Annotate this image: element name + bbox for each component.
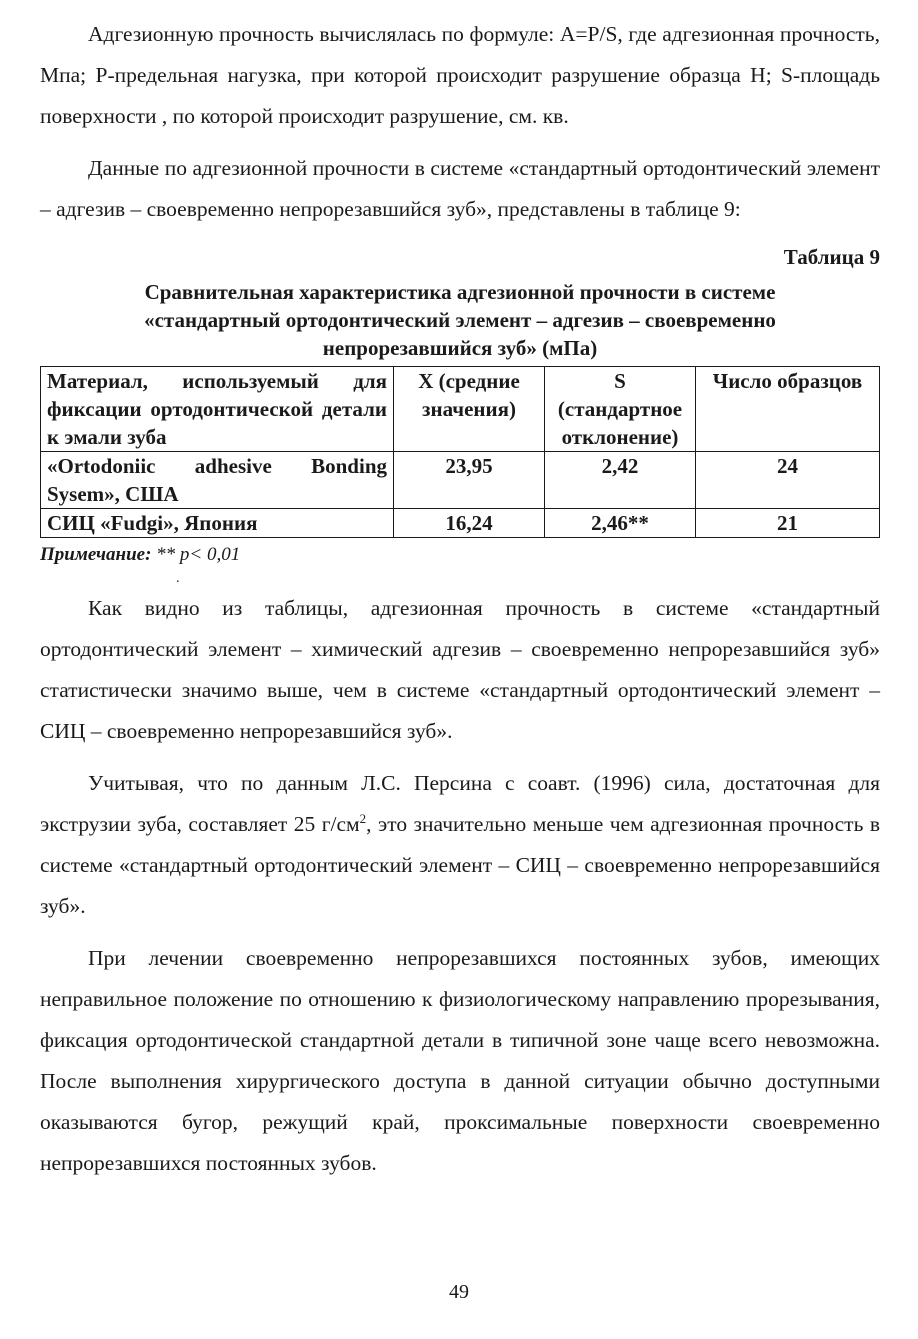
header-std: S (стандартное отклонение)	[545, 367, 696, 452]
cell-material: СИЦ «Fudgi», Япония	[41, 509, 394, 538]
cell-material: «Ortodoniic adhesive Bonding Sysem», США	[41, 452, 394, 509]
stray-mark-line	[40, 568, 880, 588]
header-material: Материал, используемый для фиксации ортодонтической детали к эмали зуба	[41, 367, 394, 452]
document-page	[40, 14, 880, 1184]
note-label: Примечание:	[40, 544, 152, 565]
paragraph-table-intro: Данные по адгезионной прочности в системе «стандартный ортодонтический элемент – адгезив – своевременно непрорезавшийся зуб», представлены в таблице 9:	[40, 156, 880, 221]
superscript-2: 2	[359, 810, 367, 826]
stray-mark: .	[176, 571, 180, 586]
cell-count: 24	[696, 452, 880, 509]
paragraph-formula: Адгезионную прочность вычислялась по формуле: A=P/S, где адгезионная прочность, Мпа; Р-предельная нагузка, при которой происходит разрушение образца Н; S-площадь поверхности , по которой происходит разрушение, см. кв.	[40, 22, 880, 128]
note-text: ** p< 0,01	[151, 544, 241, 565]
cell-mean: 16,24	[394, 509, 545, 538]
cell-std: 2,46**	[545, 509, 696, 538]
header-mean: X (средние значения)	[394, 367, 545, 452]
page-number: 49	[449, 1281, 469, 1303]
persin-text-after: , это значительно меньше чем адгезионная прочность в системе «стандартный ортодонтический элемент – СИЦ – своевременно непрорезавшийся зуб».	[40, 812, 880, 918]
table-row	[41, 509, 880, 538]
cell-count: 21	[696, 509, 880, 538]
header-count: Число образцов	[696, 367, 880, 452]
cell-mean: 23,95	[394, 452, 545, 509]
table-number: Таблица 9	[783, 245, 880, 269]
adhesion-table	[40, 366, 880, 538]
table-title: Сравнительная характеристика адгезионной прочности в системе «стандартный ортодонтический элемент – адгезив – своевременно непрорезавшийся зуб» (мПа)	[144, 280, 776, 360]
table-header-row	[41, 367, 880, 452]
persin-text-before: Учитывая, что по данным Л.С. Персина с соавт. (1996) сила, достаточная для экструзии зуба, составляет 25 г/см	[40, 771, 880, 836]
table-row	[41, 452, 880, 509]
cell-std: 2,42	[545, 452, 696, 509]
paragraph-conclusion: Как видно из таблицы, адгезионная прочность в системе «стандартный ортодонтический элемент – химический адгезив – своевременно непрорезавшийся зуб» статистически значимо выше, чем в системе «стандартный ортодонтический элемент – СИЦ – своевременно непрорезавшийся зуб».	[40, 596, 880, 743]
paragraph-treatment: При лечении своевременно непрорезавшихся постоянных зубов, имеющих неправильное положение по отношению к физиологическому направлению прорезывания, фиксация ортодонтической стандартной детали в типичной зоне чаще всего невозможна. После выполнения хирургического доступа в данной ситуации обычно доступными оказываются бугор, режущий край, проксимальные поверхности своевременно непрорезавшихся постоянных зубов.	[40, 946, 880, 1175]
table-note	[40, 542, 880, 568]
paragraph-persin	[40, 763, 880, 927]
